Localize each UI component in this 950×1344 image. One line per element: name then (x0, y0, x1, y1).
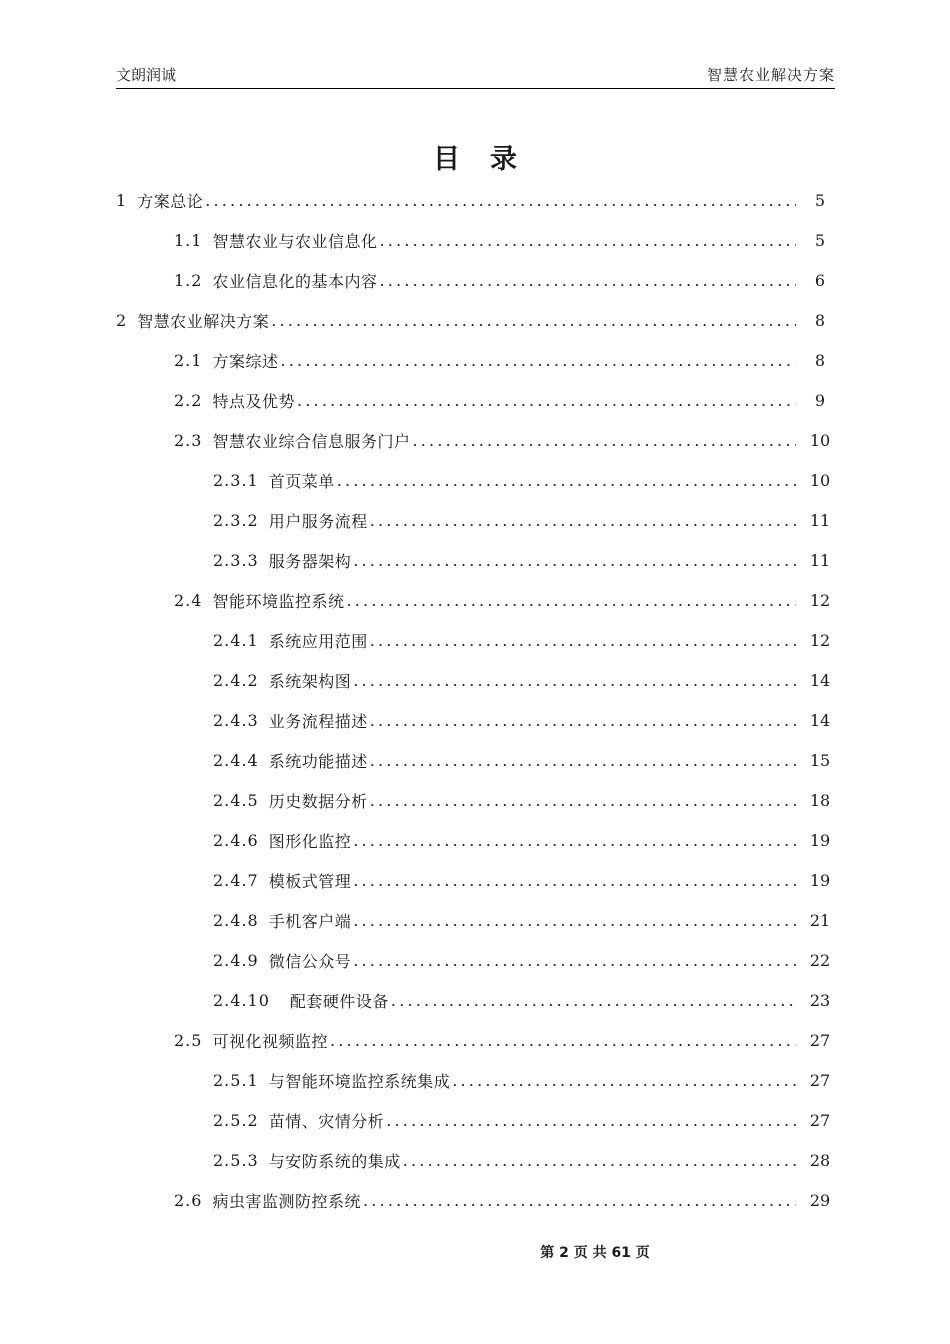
toc-entry-page: 14 (809, 710, 831, 730)
toc-entry[interactable] (116, 302, 840, 338)
toc-entry-number: 2.4.9 (213, 950, 259, 970)
toc-entry-number: 2.3 (174, 430, 203, 450)
toc-entry[interactable] (213, 782, 840, 818)
toc-entry-number: 1.1 (174, 230, 203, 250)
toc-entry-number: 2.3.1 (213, 470, 259, 490)
toc-dot-leader (370, 631, 796, 650)
page-header (116, 66, 835, 89)
toc-entry[interactable] (174, 382, 840, 418)
toc-entry-page: 27 (809, 1070, 831, 1090)
toc-dot-leader (297, 391, 796, 410)
toc-dot-leader (391, 991, 796, 1010)
toc-entry-page: 14 (809, 670, 831, 690)
toc-entry[interactable] (213, 702, 840, 738)
toc-entry-number: 2.3.3 (213, 550, 259, 570)
toc-entry[interactable] (213, 902, 840, 938)
toc-entry[interactable] (213, 862, 840, 898)
toc-entry-page: 10 (809, 430, 831, 450)
toc-entry-number: 1 (116, 190, 128, 210)
toc-entry-title: 与智能环境监控系统集成 (268, 1071, 451, 1091)
toc-dot-leader (363, 1191, 796, 1210)
toc-entry-page: 29 (809, 1190, 831, 1210)
toc-dot-leader (412, 431, 796, 450)
toc-dot-leader (353, 551, 796, 570)
toc-entry-page: 18 (809, 790, 831, 810)
toc-dot-leader (346, 591, 796, 610)
toc-entry[interactable] (116, 182, 840, 218)
toc-entry-page: 5 (814, 230, 826, 250)
toc-entry-title: 智能环境监控系统 (212, 591, 345, 611)
toc-dot-leader (353, 671, 796, 690)
toc-title: 目录 (433, 144, 547, 175)
toc-entry-number: 2.4.2 (213, 670, 259, 690)
toc-entry-number: 2.4.7 (213, 870, 259, 890)
toc-entry[interactable] (213, 622, 840, 658)
toc-entry[interactable] (213, 982, 840, 1018)
toc-entry-page: 9 (814, 390, 826, 410)
toc-entry-title: 模板式管理 (268, 871, 352, 891)
toc-entry[interactable] (213, 542, 840, 578)
toc-dot-leader (280, 351, 796, 370)
toc-entry[interactable] (213, 462, 840, 498)
toc-entry-title: 方案综述 (212, 351, 279, 371)
toc-entry[interactable] (174, 262, 840, 298)
toc-entry-title: 智慧农业综合信息服务门户 (212, 431, 411, 451)
toc-entry[interactable] (174, 1022, 840, 1058)
toc-entry-title: 配套硬件设备 (289, 991, 389, 1011)
toc-entry[interactable] (174, 582, 840, 618)
toc-entry-title: 特点及优势 (212, 391, 295, 411)
toc-dot-leader (370, 791, 796, 810)
toc-entry[interactable] (213, 742, 840, 778)
header-company: 文朗润诚 (116, 66, 177, 84)
header-doc-title: 智慧农业解决方案 (706, 66, 835, 84)
toc-entry-number: 2.5.2 (213, 1110, 259, 1130)
toc-dot-leader (379, 231, 796, 250)
toc-entry-title: 方案总论 (137, 191, 204, 211)
toc-entry-page: 21 (809, 910, 831, 930)
toc-entry-title: 系统功能描述 (268, 751, 368, 771)
toc-entry-page: 23 (809, 990, 831, 1010)
toc-entry-page: 19 (809, 870, 831, 890)
toc-dot-leader (403, 1151, 796, 1170)
toc-dot-leader (370, 711, 796, 730)
toc-entry-title: 用户服务流程 (268, 511, 368, 531)
toc-entry-page: 6 (814, 270, 826, 290)
toc-entry-title: 服务器架构 (268, 551, 352, 571)
toc-entry[interactable] (213, 942, 840, 978)
toc-entry-number: 2.4.4 (213, 750, 259, 770)
toc-entry-number: 2.4.8 (213, 910, 259, 930)
toc-entry-page: 28 (809, 1150, 831, 1170)
toc-dot-leader (379, 271, 796, 290)
toc-entry-number: 2.1 (174, 350, 203, 370)
toc-entry-number: 2 (116, 310, 128, 330)
toc-entry-number: 2.4.3 (213, 710, 259, 730)
toc-entry-page: 12 (809, 630, 831, 650)
toc-entry-page: 5 (814, 190, 826, 210)
toc-entry-title: 首页菜单 (268, 471, 335, 491)
toc-entry[interactable] (174, 1182, 840, 1218)
toc-dot-leader (386, 1111, 796, 1130)
toc-entry-page: 8 (814, 310, 826, 330)
toc-entry[interactable] (174, 342, 840, 378)
toc-entry-title: 图形化监控 (268, 831, 352, 851)
toc-entry-title: 农业信息化的基本内容 (212, 271, 378, 291)
toc-entry[interactable] (174, 422, 840, 458)
toc-entry-number: 2.3.2 (213, 510, 259, 530)
toc-entry-title: 系统架构图 (268, 671, 352, 691)
toc-entry-number: 2.4.5 (213, 790, 259, 810)
toc-entry-number: 1.2 (174, 270, 203, 290)
toc-entry-title: 病虫害监测防控系统 (212, 1191, 361, 1211)
toc-entry-page: 19 (809, 830, 831, 850)
toc-dot-leader (353, 951, 796, 970)
toc-entry-number: 2.6 (174, 1190, 203, 1210)
toc-dot-leader (353, 911, 796, 930)
toc-entry-number: 2.4 (174, 590, 203, 610)
toc-dot-leader (370, 751, 796, 770)
toc-dot-leader (205, 191, 796, 210)
toc-entry-page: 11 (809, 550, 831, 570)
toc-entry-title: 苗情、灾情分析 (268, 1111, 385, 1131)
toc-entry[interactable] (213, 822, 840, 858)
toc-entry-page: 12 (809, 590, 831, 610)
toc-entry-number: 2.5 (174, 1030, 203, 1050)
toc-dot-leader (452, 1071, 796, 1090)
toc-entry[interactable] (213, 1142, 840, 1178)
toc-entry-number: 2.4.1 (213, 630, 259, 650)
toc-entry-number: 2.4.10 (213, 990, 270, 1010)
toc-dot-leader (271, 311, 796, 330)
toc-entry[interactable] (213, 662, 840, 698)
toc-entry-title: 微信公众号 (268, 951, 352, 971)
toc-entry-page: 8 (814, 350, 826, 370)
page-footer: 第 2 页 共 61 页 (540, 1245, 650, 1261)
toc-entry-title: 智慧农业与农业信息化 (212, 231, 378, 251)
toc-entry[interactable] (213, 1102, 840, 1138)
toc-entry[interactable] (174, 222, 840, 258)
toc-dot-leader (330, 1031, 796, 1050)
toc-entry-title: 可视化视频监控 (212, 1031, 328, 1051)
toc-entry-title: 智慧农业解决方案 (137, 311, 270, 331)
toc-entry-page: 10 (809, 470, 831, 490)
toc-dot-leader (353, 871, 796, 890)
toc-entry-page: 22 (809, 950, 831, 970)
toc-entry-page: 27 (809, 1110, 831, 1130)
toc-entry[interactable] (213, 502, 840, 538)
toc-entry-page: 27 (809, 1030, 831, 1050)
toc-entry-number: 2.2 (174, 390, 203, 410)
toc-entry[interactable] (213, 1062, 840, 1098)
toc-dot-leader (337, 471, 796, 490)
toc-dot-leader (353, 831, 796, 850)
toc-entry-number: 2.4.6 (213, 830, 259, 850)
toc-entry-page: 11 (809, 510, 831, 530)
toc-entry-title: 与安防系统的集成 (268, 1151, 401, 1171)
toc-entry-title: 系统应用范围 (268, 631, 368, 651)
toc-entry-title: 历史数据分析 (268, 791, 368, 811)
toc-entry-number: 2.5.3 (213, 1150, 259, 1170)
toc-entry-number: 2.5.1 (213, 1070, 259, 1090)
toc-entry-title: 业务流程描述 (268, 711, 368, 731)
toc-entry-title: 手机客户端 (268, 911, 352, 931)
toc-entry-page: 15 (809, 750, 831, 770)
toc-dot-leader (370, 511, 796, 530)
